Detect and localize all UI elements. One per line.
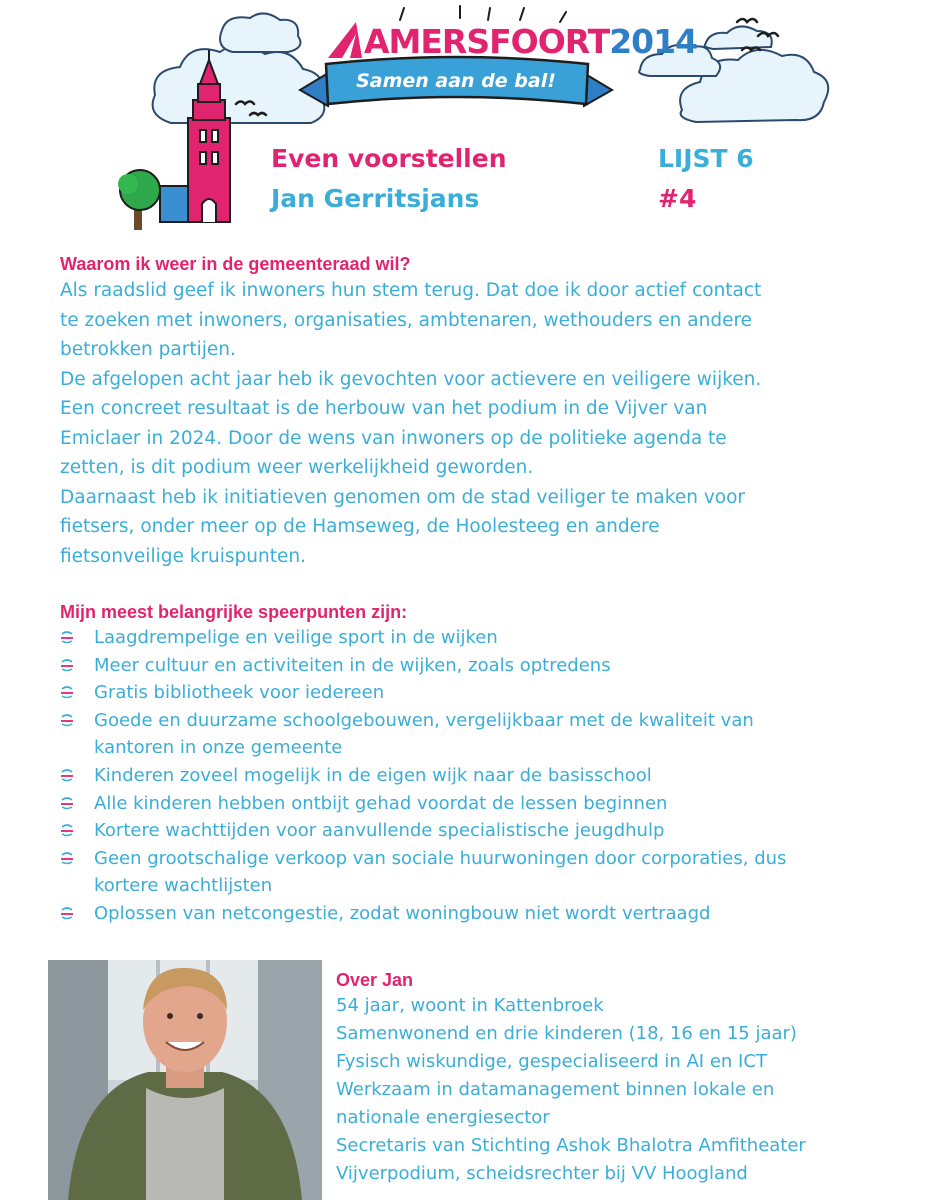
priority-item-text: Gratis bibliotheek voor iedereen	[94, 682, 385, 704]
priority-item	[60, 762, 880, 790]
priority-item-text: Kinderen zoveel mogelijk in de eigen wijk naar de basisschool	[94, 764, 652, 786]
priority-item-text: Alle kinderen hebben ontbijt gehad voordat de lessen beginnen	[94, 792, 668, 814]
priority-item-text: Goede en duurzame schoolgebouwen, vergelijkbaar met de kwaliteit van	[94, 709, 754, 731]
about-line: Samenwonend en drie kinderen (18, 16 en 15 jaar)	[336, 1023, 797, 1044]
candidate-photo	[48, 960, 322, 1200]
motivation-line: Als raadslid geef ik inwoners hun stem terug. Dat doe ik door actief contact	[60, 280, 762, 301]
priority-item	[60, 817, 880, 845]
about-line: nationale energiesector	[336, 1107, 550, 1128]
logo-year: 2014	[609, 22, 698, 61]
priority-item	[60, 845, 880, 900]
about-section	[336, 968, 896, 1188]
priority-item	[60, 900, 880, 928]
bullet-icon	[60, 630, 74, 644]
header-rank-number: #4	[658, 184, 697, 213]
priority-item-text: kortere wachtlijsten	[94, 875, 273, 897]
about-line: 54 jaar, woont in Kattenbroek	[336, 995, 604, 1016]
about-line: Secretaris van Stichting Ashok Bhalotra Amfitheater	[336, 1135, 806, 1156]
motivation-line: De afgelopen acht jaar heb ik gevochten voor actievere en veiligere wijken.	[60, 368, 762, 390]
priority-item-text: Oplossen van netcongestie, zodat woningbouw niet wordt vertraagd	[94, 902, 711, 924]
bullet-icon	[60, 851, 74, 865]
cloud-left-icon	[153, 13, 325, 123]
motivation-section	[60, 252, 880, 571]
motivation-line: fietsonveilige kruispunten.	[60, 545, 306, 567]
about-line: Vijverpodium, scheidsrechter bij VV Hoogland	[336, 1163, 748, 1184]
priority-item	[60, 790, 880, 818]
motivation-heading: Waarom ik weer in de gemeenteraad wil?	[60, 254, 411, 274]
bullet-icon	[60, 658, 74, 672]
motivation-body	[60, 276, 880, 571]
priorities-section	[60, 600, 880, 928]
sun-rays-icon	[400, 6, 566, 22]
about-heading: Over Jan	[336, 970, 414, 990]
priority-item	[60, 652, 880, 680]
priority-item-text: kantoren in onze gemeente	[94, 737, 343, 759]
bullet-icon	[60, 906, 74, 920]
priorities-heading: Mijn meest belangrijke speerpunten zijn:	[60, 602, 408, 622]
bullet-icon	[60, 685, 74, 699]
priorities-list	[60, 624, 880, 928]
priority-item-text: Meer cultuur en activiteiten in de wijken, zoals optredens	[94, 654, 611, 676]
tree-icon	[118, 170, 160, 230]
motivation-line: zetten, is dit podium weer werkelijkheid geworden.	[60, 457, 534, 478]
header-list-number: LIJST 6	[658, 144, 754, 173]
motivation-line: betrokken partijen.	[60, 339, 236, 360]
priority-item	[60, 624, 880, 652]
motivation-line: Daarnaast heb ik initiatieven genomen om de stad veiliger te maken voor	[60, 486, 746, 508]
header-candidate-name: Jan Gerritsjans	[271, 184, 480, 213]
bullet-icon	[60, 768, 74, 782]
bullet-icon	[60, 796, 74, 810]
about-line: Werkzaam in datamanagement binnen lokale en	[336, 1079, 775, 1100]
logo-main: AMERSFOORT	[364, 22, 610, 61]
ribbon-slogan: Samen aan de bal!	[356, 70, 556, 92]
priority-item	[60, 679, 880, 707]
header-title-intro: Even voorstellen	[271, 144, 507, 173]
logo-wordmark	[364, 22, 697, 61]
priority-item-text: Geen grootschalige verkoop van sociale huurwoningen door corporaties, dus	[94, 847, 787, 869]
about-body	[336, 992, 896, 1188]
priority-item	[60, 707, 880, 762]
amersfoort-logo-mark-icon	[328, 22, 362, 58]
bullet-icon	[60, 823, 74, 837]
priority-item-text: Laagdrempelige en veilige sport in de wijken	[94, 627, 498, 648]
candidate-portrait-icon	[48, 960, 322, 1200]
bullet-icon	[60, 713, 74, 727]
motivation-line: te zoeken met inwoners, organisaties, ambtenaren, wethouders en andere	[60, 309, 753, 331]
motivation-line: Een concreet resultaat is de herbouw van het podium in de Vijver van	[60, 398, 708, 419]
about-line: Fysisch wiskundige, gespecialiseerd in AI en ICT	[336, 1051, 767, 1072]
motivation-line: fietsers, onder meer op de Hamseweg, de Hoolesteeg en andere	[60, 516, 660, 537]
motivation-line: Emiclaer in 2024. Door de wens van inwoners op de politieke agenda te	[60, 427, 727, 449]
priority-item-text: Kortere wachttijden voor aanvullende specialistische jeugdhulp	[94, 820, 665, 842]
